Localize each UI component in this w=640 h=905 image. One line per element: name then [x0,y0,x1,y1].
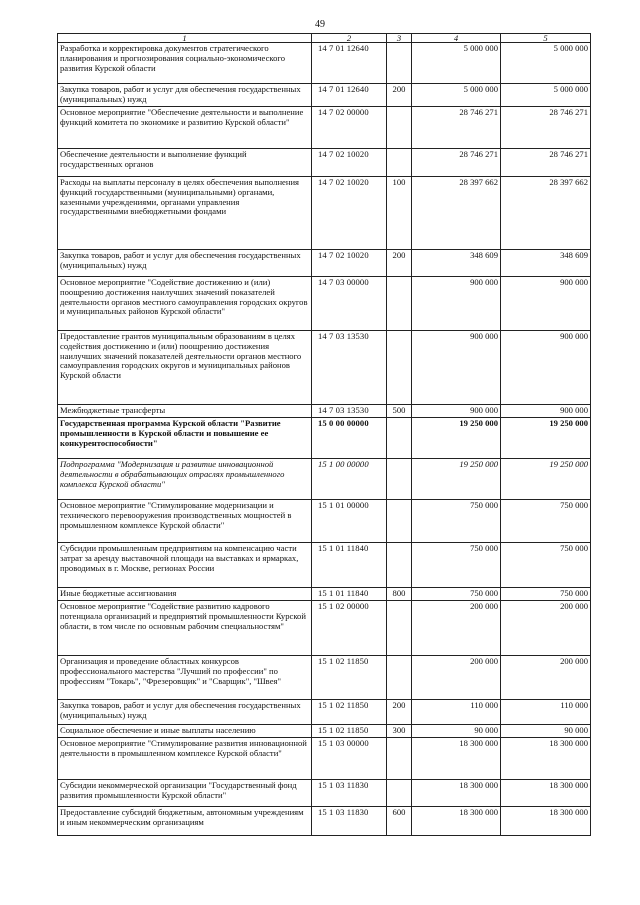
row-amount-col4: 348 609 [412,250,501,277]
row-code: 15 0 00 00000 [312,418,387,459]
header-col-3: 3 [387,34,412,43]
row-name: Субсидии некоммерческой организации "Государственный фонд развития промышленности Курской области" [58,780,312,807]
table-row [58,84,591,107]
table-row [58,459,591,500]
row-code: 14 7 03 13530 [312,331,387,405]
row-amount-col5: 200 000 [501,656,591,700]
row-amount-col4: 19 250 000 [412,459,501,500]
table-row [58,107,591,149]
row-amount-col4: 900 000 [412,405,501,418]
row-kvr [387,780,412,807]
row-amount-col4: 18 300 000 [412,807,501,836]
row-kvr [387,277,412,331]
row-amount-col4: 750 000 [412,500,501,543]
row-kvr [387,601,412,656]
row-amount-col5: 28 397 662 [501,177,591,250]
row-amount-col4: 18 300 000 [412,780,501,807]
row-amount-col5: 200 000 [501,601,591,656]
row-name: Основное мероприятие "Стимулирование развития инновационной деятельности в промышленном комплексе Курской области" [58,738,312,780]
row-amount-col4: 18 300 000 [412,738,501,780]
row-kvr: 600 [387,807,412,836]
row-kvr [387,543,412,588]
row-name: Межбюджетные трансферты [58,405,312,418]
row-amount-col5: 18 300 000 [501,807,591,836]
row-amount-col5: 900 000 [501,405,591,418]
row-amount-col4: 110 000 [412,700,501,725]
table-row [58,418,591,459]
table-row [58,250,591,277]
row-code: 14 7 02 00000 [312,107,387,149]
row-name: Расходы на выплаты персоналу в целях обеспечения выполнения функций государственными (муниципальными) органами, казенными учреждениями, органами управления государственными внебюджетными фондами [58,177,312,250]
row-amount-col4: 28 746 271 [412,107,501,149]
table-row [58,738,591,780]
row-kvr [387,43,412,84]
row-code: 15 1 01 11840 [312,588,387,601]
table-row [58,656,591,700]
row-code: 14 7 02 10020 [312,177,387,250]
row-kvr: 100 [387,177,412,250]
row-code: 14 7 03 13530 [312,405,387,418]
table-row [58,725,591,738]
row-code: 14 7 03 00000 [312,277,387,331]
table-row [58,331,591,405]
row-kvr: 300 [387,725,412,738]
row-amount-col5: 110 000 [501,700,591,725]
row-code: 15 1 03 00000 [312,738,387,780]
row-code: 15 1 01 11840 [312,543,387,588]
row-name: Подпрограмма "Модернизация и развитие инновационной деятельности в обрабатывающих отраслях промышленного комплекса Курской области" [58,459,312,500]
row-amount-col4: 200 000 [412,656,501,700]
row-kvr [387,738,412,780]
row-amount-col5: 19 250 000 [501,459,591,500]
table-row [58,177,591,250]
header-col-5: 5 [501,34,591,43]
row-amount-col5: 750 000 [501,588,591,601]
row-amount-col4: 750 000 [412,543,501,588]
table-row [58,149,591,177]
table-row [58,700,591,725]
table-row [58,500,591,543]
table-row [58,601,591,656]
table-row [58,780,591,807]
row-amount-col4: 19 250 000 [412,418,501,459]
page-number: 49 [315,19,325,30]
row-code: 14 7 02 10020 [312,149,387,177]
row-amount-col5: 28 746 271 [501,107,591,149]
header-col-2: 2 [312,34,387,43]
header-col-4: 4 [412,34,501,43]
row-amount-col4: 5 000 000 [412,43,501,84]
row-code: 14 7 01 12640 [312,84,387,107]
row-name: Основное мероприятие "Стимулирование модернизации и технического перевооружения производственных мощностей в промышленном комплексе Курской области" [58,500,312,543]
budget-table [57,33,591,836]
row-amount-col4: 90 000 [412,725,501,738]
row-amount-col5: 5 000 000 [501,43,591,84]
row-amount-col5: 19 250 000 [501,418,591,459]
row-amount-col4: 5 000 000 [412,84,501,107]
row-kvr [387,107,412,149]
row-amount-col4: 750 000 [412,588,501,601]
row-name: Основное мероприятие "Содействие развитию кадрового потенциала организаций и предприятий промышленности Курской области, в том числе по основным рабочим специальностям" [58,601,312,656]
row-code: 14 7 02 10020 [312,250,387,277]
row-name: Предоставление грантов муниципальным образованиям в целях содействия достижению и (или) поощрению достижения наилучших значений показателей деятельности органов местного самоуправления городских округов и муниципальных районов Курской области [58,331,312,405]
row-code: 15 1 03 11830 [312,780,387,807]
row-code: 14 7 01 12640 [312,43,387,84]
table-row [58,277,591,331]
row-kvr [387,656,412,700]
table-row [58,543,591,588]
row-kvr: 800 [387,588,412,601]
row-amount-col5: 28 746 271 [501,149,591,177]
row-name: Иные бюджетные ассигнования [58,588,312,601]
row-name: Основное мероприятие "Содействие достижению и (или) поощрению достижения наилучших значений показателей деятельности органов местного самоуправления городских округов и муниципальных районов Курской области" [58,277,312,331]
row-amount-col4: 28 746 271 [412,149,501,177]
row-code: 15 1 02 11850 [312,725,387,738]
table-row [58,43,591,84]
row-amount-col5: 348 609 [501,250,591,277]
row-amount-col5: 90 000 [501,725,591,738]
row-name: Основное мероприятие "Обеспечение деятельности и выполнение функций комитета по экономике и развитию Курской области" [58,107,312,149]
row-kvr [387,331,412,405]
row-kvr [387,418,412,459]
row-amount-col5: 750 000 [501,543,591,588]
row-code: 15 1 02 00000 [312,601,387,656]
row-kvr [387,459,412,500]
row-name: Обеспечение деятельности и выполнение функций государственных органов [58,149,312,177]
table-row [58,588,591,601]
row-amount-col4: 900 000 [412,331,501,405]
row-kvr [387,500,412,543]
header-row [58,34,591,43]
row-amount-col5: 900 000 [501,277,591,331]
row-amount-col5: 18 300 000 [501,738,591,780]
row-code: 15 1 02 11850 [312,700,387,725]
row-kvr: 200 [387,700,412,725]
row-name: Предоставление субсидий бюджетным, автономным учреждениям и иным некоммерческим организациям [58,807,312,836]
row-kvr [387,149,412,177]
row-amount-col5: 5 000 000 [501,84,591,107]
row-name: Социальное обеспечение и иные выплаты населению [58,725,312,738]
row-amount-col5: 18 300 000 [501,780,591,807]
row-kvr: 500 [387,405,412,418]
row-name: Закупка товаров, работ и услуг для обеспечения государственных (муниципальных) нужд [58,84,312,107]
row-kvr: 200 [387,84,412,107]
row-name: Государственная программа Курской области "Развитие промышленности в Курской области и повышение ее конкурентоспособности" [58,418,312,459]
row-name: Организация и проведение областных конкурсов профессионального мастерства "Лучший по профессии" по профессиям "Токарь", "Фрезеровщик" и "Сварщик", "Швея" [58,656,312,700]
row-amount-col4: 28 397 662 [412,177,501,250]
row-name: Субсидии промышленным предприятиям на компенсацию части затрат за аренду выставочной площади на выставках и ярмарках, проводимых в г. Москве, регионах России [58,543,312,588]
row-code: 15 1 00 00000 [312,459,387,500]
row-name: Разработка и корректировка документов стратегического планирования и прогнозирования социально-экономического развития Курской области [58,43,312,84]
row-kvr: 200 [387,250,412,277]
row-code: 15 1 02 11850 [312,656,387,700]
row-amount-col5: 900 000 [501,331,591,405]
row-code: 15 1 03 11830 [312,807,387,836]
row-name: Закупка товаров, работ и услуг для обеспечения государственных (муниципальных) нужд [58,700,312,725]
row-name: Закупка товаров, работ и услуг для обеспечения государственных (муниципальных) нужд [58,250,312,277]
table-row [58,405,591,418]
row-amount-col4: 200 000 [412,601,501,656]
row-code: 15 1 01 00000 [312,500,387,543]
row-amount-col4: 900 000 [412,277,501,331]
header-col-1: 1 [58,34,312,43]
table-row [58,807,591,836]
row-amount-col5: 750 000 [501,500,591,543]
